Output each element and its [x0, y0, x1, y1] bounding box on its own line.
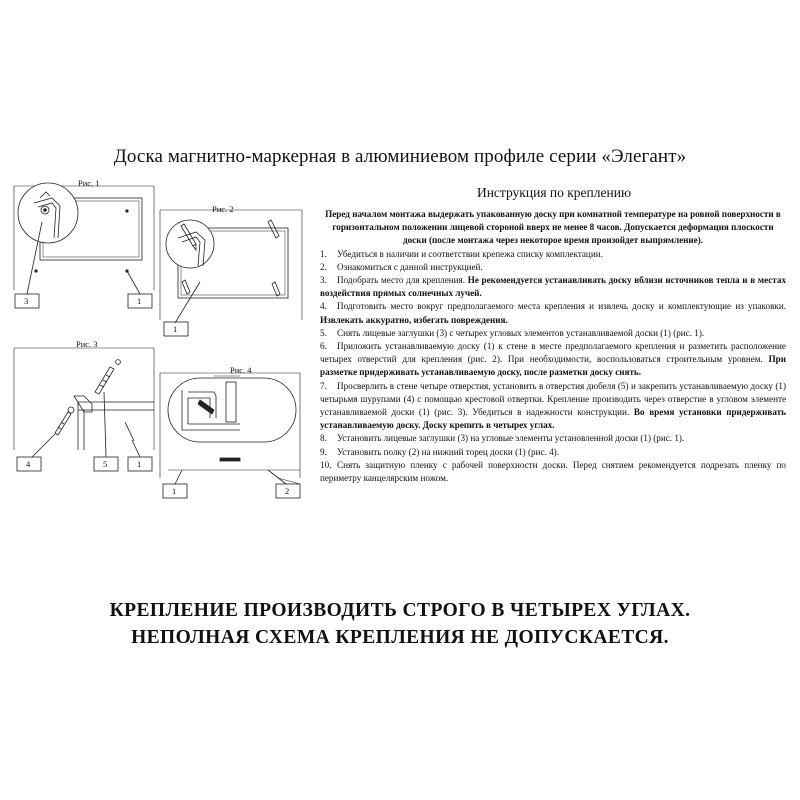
callout-number: 1	[137, 296, 142, 306]
callout-number: 5	[103, 459, 108, 469]
step-number: 4.	[320, 301, 327, 312]
callout-number: 1	[172, 486, 177, 496]
step-text: Приложить устанавливаемую доску (1) к стене в месте предполагаемого крепления и разметить расположение четырех отверстий для крепления (рис. 2). При необходимости, воспользоваться строительным уровнем.	[320, 341, 786, 365]
figure-4-caption: Рис. 4	[230, 365, 252, 375]
step-number: 2.	[320, 261, 327, 272]
instruction-step	[320, 340, 786, 380]
instructions-heading: Инструкция по креплению	[476, 185, 632, 200]
pencil-icon	[268, 220, 279, 238]
step-text: Подготовить место вокруг предполагаемого места крепления и извлечь доску и комплектующие из упаковки.	[337, 301, 786, 312]
step-text: Установить лицевые заглушки (3) на угловые элементы установленной доски (1) (рис. 1).	[337, 433, 685, 444]
step-number: 5.	[320, 327, 327, 338]
instruction-step	[320, 274, 786, 300]
mounting-warning	[0, 597, 800, 651]
warning-line: НЕПОЛНАЯ СХЕМА КРЕПЛЕНИЯ НЕ ДОПУСКАЕТСЯ.	[131, 627, 669, 648]
step-text: Снять лицевые заглушки (3) с четырех угловых элементов устанавливаемой доски (1) (рис. 1).	[337, 327, 705, 338]
step-emphasis: Во время установки придерживать устанавливаемую доску. Доску крепить в четырех углах.	[320, 407, 786, 431]
step-number: 3.	[320, 275, 327, 286]
step-number: 7.	[320, 380, 327, 391]
figure-3-caption: Рис. 3	[76, 339, 98, 349]
pencil-icon	[182, 280, 190, 294]
detail-magnifier	[166, 220, 214, 268]
instruction-step	[320, 446, 786, 459]
instruction-step	[320, 261, 786, 274]
step-text: Подобрать место для крепления.	[337, 275, 466, 286]
step-emphasis: При разметке придерживать устанавливаемую доску, после разметки доску снять.	[320, 354, 787, 378]
step-text: Снять защитную пленку с рабочей поверхности доски. Перед снятием рекомендуется подрезать пленку по периметру канцелярским ножом.	[320, 459, 786, 484]
figure-4	[160, 373, 300, 498]
step-number: 6.	[320, 341, 327, 352]
callout-number: 2	[285, 486, 290, 496]
figure-2	[160, 210, 302, 336]
step-text: Убедиться в наличии и соответствии крепежа списку комплектации.	[337, 248, 603, 259]
step-number: 1.	[320, 248, 327, 259]
instruction-step	[320, 300, 786, 326]
step-number: 8.	[320, 433, 327, 444]
pencil-icon	[272, 282, 280, 296]
steps-list	[320, 248, 786, 486]
instruction-step	[320, 327, 786, 340]
screw-icon	[55, 407, 74, 435]
instruction-step	[320, 459, 786, 485]
callout-number: 4	[26, 459, 31, 469]
callout-number: 1	[173, 324, 178, 334]
instruction-step	[320, 248, 786, 261]
instructions-body	[320, 208, 786, 485]
step-emphasis: Не рекомендуется устанавливать доску вблизи источников тепла и в местах воздействия прямых солнечных лучей.	[320, 275, 787, 299]
step-text: Установить полку (2) на нижний торец доски (1) (рис. 4).	[337, 446, 559, 457]
step-text: Ознакомиться с данной инструкцией.	[337, 261, 483, 272]
callout-number: 1	[137, 459, 142, 469]
figure-2-caption: Рис. 2	[212, 204, 234, 214]
detail-magnifier	[168, 378, 296, 442]
step-number: 10.	[320, 459, 332, 470]
warning-line: КРЕПЛЕНИЕ ПРОИЗВОДИТЬ СТРОГО В ЧЕТЫРЕХ УГЛАХ.	[109, 600, 691, 621]
figure-3	[14, 348, 154, 471]
dowel-icon	[95, 367, 114, 394]
instruction-step	[320, 380, 786, 433]
step-number: 9.	[320, 446, 327, 457]
instruction-step	[320, 432, 786, 445]
figure-1	[14, 183, 154, 308]
intro-paragraph: Перед началом монтажа выдержать упакованную доску при комнатной температуре на ровной поверхности в горизонтальном положении лицевой стороной вверх не менее 8 часов. Допускается деформация плоскости доски (после монтажа через некоторое время произойдет выпрямление).	[325, 209, 781, 246]
document-title: Доска магнитно-маркерная в алюминиевом профиле серии «Элегант»	[113, 146, 687, 167]
callout-number: 3	[24, 296, 29, 306]
figure-1-caption: Рис. 1	[78, 178, 100, 188]
step-text: Просверлить в стене четыре отверстия, установить в отверстия дюбеля (5) и закрепить устанавливаемую доску (1) четырьмя шурупами (4) с помощью крестовой отвертки. Крепление производить через отверстие в угловом элементе устанавливаемой доски (1) (рис. 3). Убедиться в надежности конструкции.	[320, 380, 786, 418]
step-emphasis: Извлекать аккуратно, избегать повреждения.	[320, 314, 508, 325]
